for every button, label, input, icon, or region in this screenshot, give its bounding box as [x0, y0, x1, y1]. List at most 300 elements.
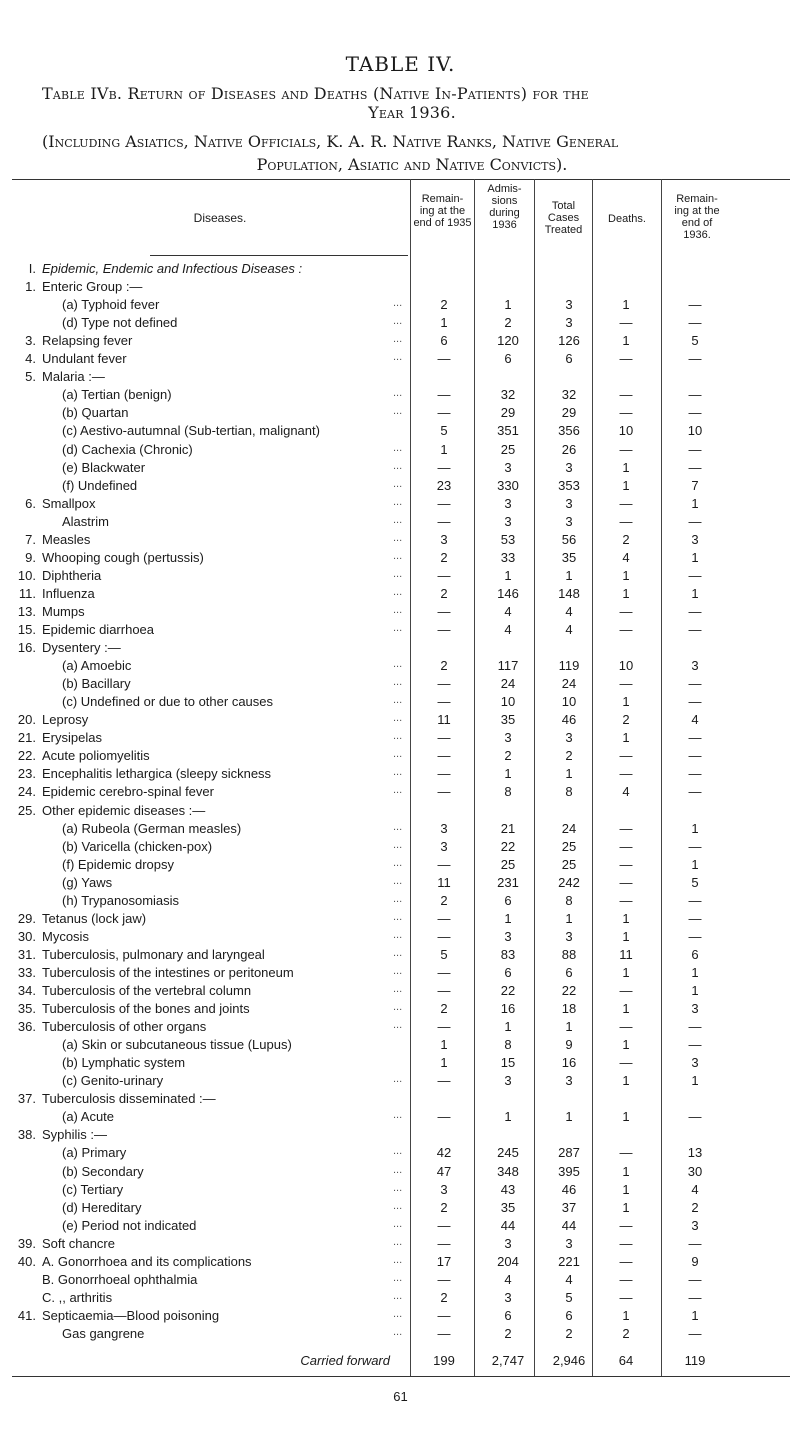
admissions-cell: 6: [504, 893, 512, 908]
deaths-cell: 1: [622, 1182, 630, 1197]
deaths-cell: —: [619, 821, 633, 836]
deaths-cell: —: [619, 983, 633, 998]
table-row: [0, 875, 801, 894]
leader-dots: ...: [393, 730, 403, 742]
table-row: [0, 568, 801, 587]
deaths-cell: —: [619, 1236, 633, 1251]
deaths-cell: 1: [622, 297, 630, 312]
deaths-cell: —: [619, 1218, 633, 1233]
remaining-end-cell: 1: [691, 496, 699, 511]
row-number: 40.: [17, 1254, 36, 1269]
remaining-end-cell: 10: [687, 423, 703, 438]
remaining-end-cell: —: [688, 676, 702, 691]
row-number: 38.: [17, 1127, 36, 1142]
total-cases-cell: 22: [561, 983, 577, 998]
admissions-cell: 1: [504, 1109, 512, 1124]
disease-label: Tuberculosis of the vertebral column: [42, 983, 252, 998]
row-number: 31.: [17, 947, 36, 962]
leader-dots: ...: [393, 604, 403, 616]
disease-label: Tuberculosis disseminated :—: [42, 1091, 216, 1106]
total-cases-cell: 6: [565, 1308, 573, 1323]
title-line-1: Table IVb. Return of Diseases and Deaths (Native In-Patients) for the: [42, 84, 589, 103]
remaining-end-cell: 5: [691, 333, 699, 348]
remaining-start-cell: —: [437, 1019, 451, 1034]
table-row: [0, 586, 801, 605]
total-cases-cell: 353: [558, 478, 580, 493]
remaining-end-cell: 1: [691, 821, 699, 836]
deaths-cell: 1: [622, 730, 630, 745]
total-cases-cell: 56: [561, 532, 577, 547]
leader-dots: ...: [393, 784, 403, 796]
remaining-start-cell: 2: [440, 1290, 448, 1305]
admissions-cell: 29: [500, 405, 516, 420]
admissions-cell: 1: [504, 1019, 512, 1034]
total-cases-cell: 3: [565, 730, 573, 745]
admissions-cell: 3: [504, 1073, 512, 1088]
table-row: [0, 1272, 801, 1291]
remaining-start-cell: 3: [440, 1182, 448, 1197]
remaining-start-cell: —: [437, 568, 451, 583]
disease-label: (b) Secondary: [62, 1164, 144, 1179]
disease-label: Tuberculosis, pulmonary and laryngeal: [42, 947, 265, 962]
deaths-cell: 1: [622, 965, 630, 980]
disease-label: Soft chancre: [42, 1236, 115, 1251]
table-row: [0, 1145, 801, 1164]
table-row: [0, 1290, 801, 1309]
table-row: [0, 694, 801, 713]
disease-label: Whooping cough (pertussis): [42, 550, 204, 565]
admissions-cell: 120: [497, 333, 519, 348]
carried-forward-row: [0, 1353, 801, 1373]
remaining-start-cell: 5: [440, 423, 448, 438]
deaths-cell: —: [619, 893, 633, 908]
total-cases-cell: 3: [565, 297, 573, 312]
admissions-cell: 25: [500, 857, 516, 872]
disease-label: (c) Aestivo-autumnal (Sub-tertian, malignant): [62, 423, 320, 438]
remaining-end-cell: —: [688, 893, 702, 908]
admissions-cell: 3: [504, 460, 512, 475]
remaining-start-cell: —: [437, 1308, 451, 1323]
row-number: 41.: [17, 1308, 36, 1323]
remaining-start-cell: —: [437, 965, 451, 980]
page-heading: TABLE IV.: [345, 52, 456, 76]
disease-label: (c) Tertiary: [62, 1182, 124, 1197]
remaining-end-cell: —: [688, 460, 702, 475]
table-subtitle: [42, 130, 782, 176]
admissions-cell: 231: [497, 875, 519, 890]
table-row: [0, 496, 801, 515]
disease-label: Erysipelas: [42, 730, 102, 745]
remaining-start-cell: 2: [440, 1001, 448, 1016]
remaining-start-cell: 2: [440, 586, 448, 601]
disease-label: Diphtheria: [42, 568, 102, 583]
table-title: [42, 84, 782, 122]
disease-label: Mycosis: [42, 929, 89, 944]
table-row: [0, 1308, 801, 1327]
table-row: [0, 929, 801, 948]
table-row: [0, 405, 801, 424]
admissions-cell: 1: [504, 568, 512, 583]
leader-dots: ...: [393, 821, 403, 833]
deaths-cell: —: [619, 875, 633, 890]
total-cases-cell: 6: [565, 965, 573, 980]
remaining-end-cell: —: [688, 784, 702, 799]
table-row: [0, 748, 801, 767]
row-number: 5.: [25, 369, 36, 384]
admissions-cell: 146: [497, 586, 519, 601]
remaining-start-cell: —: [437, 1236, 451, 1251]
leader-dots: ...: [393, 766, 403, 778]
disease-label: (c) Undefined or due to other causes: [62, 694, 274, 709]
total-cases-cell: 18: [561, 1001, 577, 1016]
row-number: 29.: [17, 911, 36, 926]
remaining-start-cell: 23: [436, 478, 452, 493]
deaths-cell: 1: [622, 694, 630, 709]
disease-label: (b) Quartan: [62, 405, 129, 420]
remaining-start-cell: —: [437, 857, 451, 872]
disease-label: Other epidemic diseases :—: [42, 803, 206, 818]
table-row: [0, 1001, 801, 1020]
disease-label: Smallpox: [42, 496, 96, 511]
disease-label: Syphilis :—: [42, 1127, 108, 1142]
remaining-start-cell: 2: [440, 893, 448, 908]
disease-label: Tetanus (lock jaw): [42, 911, 147, 926]
leader-dots: ...: [393, 857, 403, 869]
admissions-cell: 32: [500, 387, 516, 402]
leader-dots: ...: [393, 387, 403, 399]
remaining-end-cell: —: [688, 622, 702, 637]
header-admissions: Admis- sions during 1936: [487, 183, 522, 231]
deaths-cell: 11: [619, 947, 633, 962]
leader-dots: ...: [393, 1019, 403, 1031]
admissions-cell: 3: [504, 929, 512, 944]
row-number: 35.: [17, 1001, 36, 1016]
leader-dots: ...: [393, 496, 403, 508]
table-row: [0, 965, 801, 984]
remaining-start-cell: 6: [440, 333, 448, 348]
page-number: 61: [393, 1389, 408, 1404]
remaining-start-cell: —: [437, 983, 451, 998]
total-cases-cell: 356: [558, 423, 580, 438]
carried-forward-deaths: 64: [618, 1353, 634, 1368]
remaining-end-cell: 3: [691, 1055, 699, 1070]
total-cases-cell: 37: [561, 1200, 577, 1215]
remaining-end-cell: —: [688, 1272, 702, 1287]
remaining-start-cell: —: [437, 676, 451, 691]
table-row: [0, 442, 801, 461]
table-row: [0, 676, 801, 695]
leader-dots: ...: [393, 460, 403, 472]
total-cases-cell: 46: [561, 712, 577, 727]
remaining-start-cell: —: [437, 405, 451, 420]
leader-dots: ...: [393, 1164, 403, 1176]
table-row: [0, 640, 801, 659]
leader-dots: ...: [393, 893, 403, 905]
table-row: [0, 514, 801, 533]
admissions-cell: 351: [497, 423, 519, 438]
row-number: 7.: [25, 532, 36, 547]
leader-dots: ...: [393, 1200, 403, 1212]
total-cases-cell: 29: [561, 405, 577, 420]
row-number: 24.: [17, 784, 36, 799]
total-cases-cell: 25: [561, 857, 577, 872]
remaining-end-cell: 13: [687, 1145, 703, 1160]
deaths-cell: 4: [622, 550, 630, 565]
table-row: [0, 1037, 801, 1056]
table-row: [0, 821, 801, 840]
admissions-cell: 6: [504, 351, 512, 366]
total-cases-cell: 1: [565, 1109, 573, 1124]
remaining-start-cell: —: [437, 911, 451, 926]
admissions-cell: 2: [504, 748, 512, 763]
total-cases-cell: 126: [558, 333, 580, 348]
table-row: [0, 478, 801, 497]
disease-label: Enteric Group :—: [42, 279, 143, 294]
disease-label: Undulant fever: [42, 351, 127, 366]
disease-label: (b) Bacillary: [62, 676, 131, 691]
remaining-start-cell: 2: [440, 550, 448, 565]
disease-label: (d) Cachexia (Chronic): [62, 442, 193, 457]
remaining-end-cell: 1: [691, 1308, 699, 1323]
table-row: [0, 839, 801, 858]
total-cases-cell: 1: [565, 766, 573, 781]
table-row: [0, 1055, 801, 1074]
total-cases-cell: 88: [561, 947, 577, 962]
admissions-cell: 3: [504, 1290, 512, 1305]
header-deaths: Deaths.: [608, 213, 646, 225]
deaths-cell: 1: [622, 568, 630, 583]
table-row: [0, 622, 801, 641]
table-row: [0, 1073, 801, 1092]
admissions-cell: 245: [497, 1145, 519, 1160]
remaining-start-cell: —: [437, 604, 451, 619]
row-number: 36.: [17, 1019, 36, 1034]
remaining-start-cell: 3: [440, 839, 448, 854]
header-rule: [150, 255, 408, 256]
row-number: 9.: [25, 550, 36, 565]
remaining-end-cell: —: [688, 442, 702, 457]
admissions-cell: 16: [500, 1001, 516, 1016]
table-row: [0, 947, 801, 966]
header-remaining-start: Remain- ing at the end of 1935: [413, 193, 472, 229]
table-row: [0, 315, 801, 334]
admissions-cell: 6: [504, 1308, 512, 1323]
table-row: [0, 911, 801, 930]
deaths-cell: 1: [622, 929, 630, 944]
total-cases-cell: 8: [565, 784, 573, 799]
total-cases-cell: 6: [565, 351, 573, 366]
remaining-start-cell: 17: [436, 1254, 452, 1269]
total-cases-cell: 2: [565, 1326, 573, 1341]
deaths-cell: 1: [622, 1308, 630, 1323]
disease-label: (a) Tertian (benign): [62, 387, 172, 402]
remaining-end-cell: 1: [691, 857, 699, 872]
remaining-end-cell: —: [688, 730, 702, 745]
deaths-cell: —: [619, 496, 633, 511]
row-number: 25.: [17, 803, 36, 818]
deaths-cell: —: [619, 857, 633, 872]
table-row: [0, 803, 801, 822]
remaining-end-cell: 1: [691, 550, 699, 565]
remaining-start-cell: 1: [440, 1055, 448, 1070]
deaths-cell: 1: [622, 1164, 630, 1179]
remaining-end-cell: 4: [691, 1182, 699, 1197]
total-cases-cell: 24: [561, 821, 577, 836]
admissions-cell: 24: [500, 676, 516, 691]
admissions-cell: 4: [504, 1272, 512, 1287]
table-row: [0, 784, 801, 803]
table-row: [0, 658, 801, 677]
disease-label: Dysentery :—: [42, 640, 121, 655]
deaths-cell: —: [619, 351, 633, 366]
remaining-start-cell: 47: [436, 1164, 452, 1179]
remaining-end-cell: —: [688, 1037, 702, 1052]
row-number: 13.: [17, 604, 36, 619]
remaining-end-cell: —: [688, 387, 702, 402]
remaining-start-cell: 1: [440, 442, 448, 457]
admissions-cell: 1: [504, 297, 512, 312]
leader-dots: ...: [393, 532, 403, 544]
remaining-start-cell: —: [437, 1326, 451, 1341]
admissions-cell: 25: [500, 442, 516, 457]
table-row: [0, 297, 801, 316]
header-remaining-end: Remain- ing at the end of 1936.: [674, 193, 720, 241]
deaths-cell: 4: [622, 784, 630, 799]
total-cases-cell: 8: [565, 893, 573, 908]
table-row: [0, 351, 801, 370]
deaths-cell: 1: [622, 333, 630, 348]
admissions-cell: 4: [504, 622, 512, 637]
remaining-start-cell: 11: [437, 712, 451, 727]
deaths-cell: 1: [622, 1037, 630, 1052]
deaths-cell: —: [619, 405, 633, 420]
disease-label: Mumps: [42, 604, 85, 619]
total-cases-cell: 221: [558, 1254, 580, 1269]
table-row: [0, 279, 801, 298]
row-number: 39.: [17, 1236, 36, 1251]
admissions-cell: 35: [500, 1200, 516, 1215]
deaths-cell: —: [619, 387, 633, 402]
header-diseases: Diseases.: [193, 211, 247, 225]
leader-dots: ...: [393, 1001, 403, 1013]
table-row: [0, 532, 801, 551]
disease-label: Malaria :—: [42, 369, 105, 384]
disease-label: Alastrim: [62, 514, 109, 529]
deaths-cell: —: [619, 1145, 633, 1160]
table-row: [0, 712, 801, 731]
remaining-start-cell: —: [437, 460, 451, 475]
table-row: [0, 893, 801, 912]
leader-dots: ...: [393, 1236, 403, 1248]
total-cases-cell: 3: [565, 460, 573, 475]
total-cases-cell: 26: [561, 442, 577, 457]
disease-label: (f) Epidemic dropsy: [62, 857, 174, 872]
table-row: [0, 423, 801, 442]
admissions-cell: 35: [500, 712, 516, 727]
table-row: [0, 1236, 801, 1255]
remaining-start-cell: —: [437, 387, 451, 402]
remaining-end-cell: 1: [691, 1073, 699, 1088]
disease-label: Encephalitis lethargica (sleepy sickness: [42, 766, 272, 781]
deaths-cell: —: [619, 514, 633, 529]
disease-label: A. Gonorrhoea and its complications: [42, 1254, 252, 1269]
disease-label: (e) Blackwater: [62, 460, 146, 475]
remaining-end-cell: 7: [691, 478, 699, 493]
remaining-start-cell: —: [437, 1272, 451, 1287]
deaths-cell: 1: [622, 478, 630, 493]
remaining-end-cell: 1: [691, 586, 699, 601]
remaining-end-cell: —: [688, 839, 702, 854]
row-number: 33.: [17, 965, 36, 980]
remaining-end-cell: —: [688, 694, 702, 709]
remaining-end-cell: —: [688, 748, 702, 763]
total-cases-cell: 4: [565, 604, 573, 619]
total-cases-cell: 4: [565, 1272, 573, 1287]
disease-label: (a) Amoebic: [62, 658, 132, 673]
admissions-cell: 117: [497, 658, 519, 673]
admissions-cell: 8: [504, 1037, 512, 1052]
admissions-cell: 2: [504, 1326, 512, 1341]
disease-label: (a) Skin or subcutaneous tissue (Lupus): [62, 1037, 292, 1052]
row-number: 20.: [17, 712, 36, 727]
admissions-cell: 330: [497, 478, 519, 493]
carried-forward-remaining-end: 119: [684, 1353, 706, 1368]
total-cases-cell: 395: [558, 1164, 580, 1179]
remaining-start-cell: —: [437, 766, 451, 781]
disease-label: (d) Type not defined: [62, 315, 178, 330]
row-number: 22.: [17, 748, 36, 763]
remaining-end-cell: 3: [691, 532, 699, 547]
table-row: [0, 604, 801, 623]
total-cases-cell: 3: [565, 496, 573, 511]
admissions-cell: 204: [497, 1254, 519, 1269]
disease-label: Epidemic diarrhoea: [42, 622, 155, 637]
remaining-start-cell: —: [437, 1218, 451, 1233]
total-cases-cell: 148: [558, 586, 580, 601]
remaining-end-cell: 4: [691, 712, 699, 727]
remaining-start-cell: —: [437, 784, 451, 799]
total-cases-cell: 24: [561, 676, 577, 691]
table-row: [0, 369, 801, 388]
leader-dots: ...: [393, 712, 403, 724]
deaths-cell: 1: [622, 911, 630, 926]
table-row: [0, 1109, 801, 1128]
admissions-cell: 8: [504, 784, 512, 799]
remaining-end-cell: 3: [691, 1218, 699, 1233]
table-row: [0, 550, 801, 569]
remaining-end-cell: 2: [691, 1200, 699, 1215]
disease-label: Tuberculosis of other organs: [42, 1019, 207, 1034]
admissions-cell: 3: [504, 730, 512, 745]
remaining-start-cell: 1: [440, 1037, 448, 1052]
remaining-start-cell: —: [437, 730, 451, 745]
deaths-cell: —: [619, 1290, 633, 1305]
deaths-cell: 2: [622, 712, 630, 727]
leader-dots: ...: [393, 297, 403, 309]
leader-dots: ...: [393, 405, 403, 417]
total-cases-cell: 3: [565, 315, 573, 330]
subtitle-line-2: Population, Asiatic and Native Convicts).: [256, 155, 568, 174]
row-number: 4.: [25, 351, 36, 366]
remaining-start-cell: —: [437, 496, 451, 511]
leader-dots: ...: [393, 622, 403, 634]
leader-dots: ...: [393, 965, 403, 977]
disease-label: Measles: [42, 532, 91, 547]
carried-forward-admissions: 2,747: [491, 1353, 525, 1368]
deaths-cell: 1: [622, 1109, 630, 1124]
disease-label: Tuberculosis of the intestines or peritoneum: [42, 965, 294, 980]
disease-label: (b) Lymphatic system: [62, 1055, 186, 1070]
